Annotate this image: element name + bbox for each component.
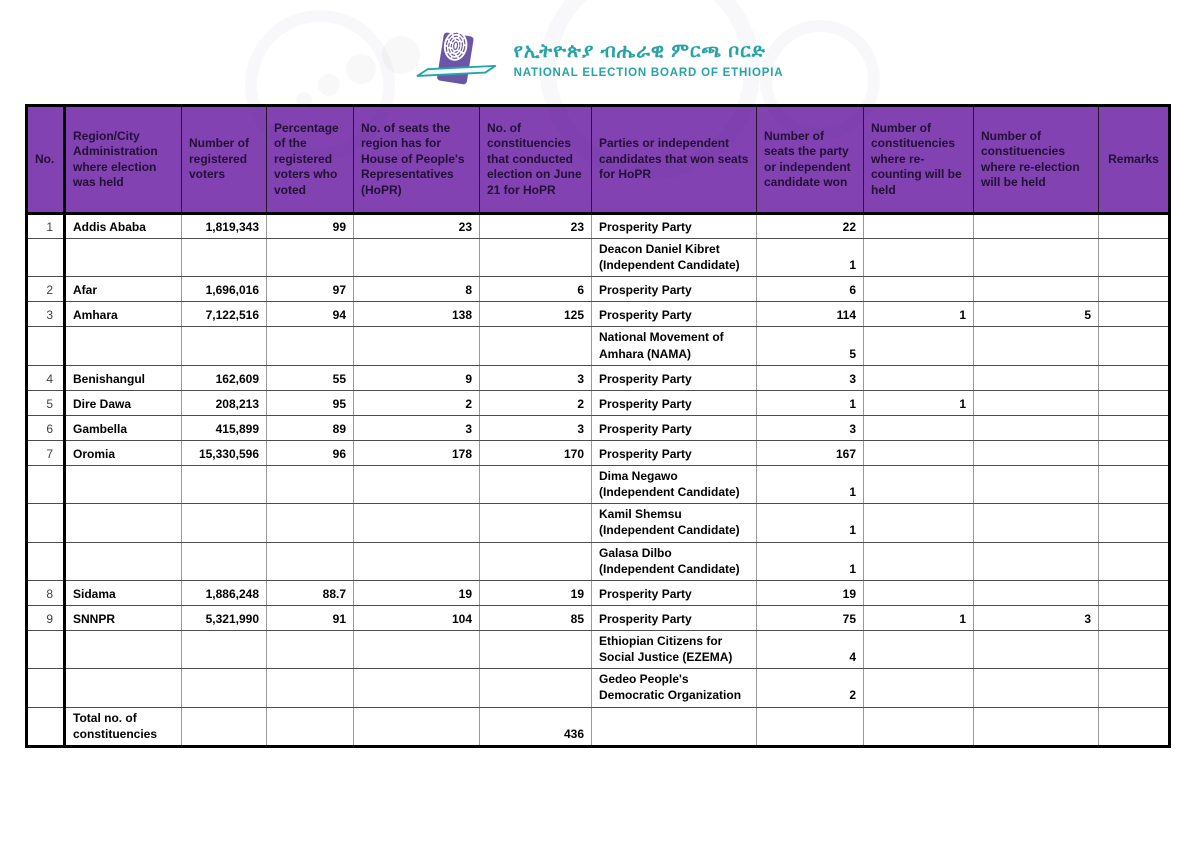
cell-turnout_pct: 97 — [267, 277, 354, 302]
cell-turnout_pct: 55 — [267, 365, 354, 390]
table-row — [27, 630, 1170, 668]
cell-no: 2 — [27, 277, 65, 302]
cell-seats_hopr: 104 — [354, 605, 480, 630]
cell-registered_voters: 15,330,596 — [182, 440, 267, 465]
cell-no: 3 — [27, 302, 65, 327]
cell-region — [65, 630, 182, 668]
cell-recount: 1 — [864, 605, 974, 630]
cell-registered_voters: 415,899 — [182, 415, 267, 440]
cell-party: Prosperity Party — [592, 214, 757, 239]
cell-party: Prosperity Party — [592, 605, 757, 630]
cell-constituencies_june21 — [480, 504, 592, 542]
cell-reelection — [974, 465, 1099, 503]
table-row — [27, 542, 1170, 580]
cell-constituencies_june21: 436 — [480, 707, 592, 746]
column-header-region: Region/City Administration where election was held — [65, 106, 182, 214]
cell-region: Benishangul — [65, 365, 182, 390]
cell-seats_hopr — [354, 239, 480, 277]
table-row — [27, 440, 1170, 465]
cell-party: Prosperity Party — [592, 440, 757, 465]
table-row — [27, 504, 1170, 542]
cell-no — [27, 327, 65, 365]
cell-recount — [864, 415, 974, 440]
cell-region: Sidama — [65, 580, 182, 605]
cell-seats_hopr — [354, 465, 480, 503]
brand-header — [0, 0, 1197, 96]
cell-recount — [864, 504, 974, 542]
cell-seats_won: 4 — [757, 630, 864, 668]
cell-constituencies_june21: 23 — [480, 214, 592, 239]
cell-region — [65, 465, 182, 503]
cell-reelection — [974, 277, 1099, 302]
cell-seats_hopr: 8 — [354, 277, 480, 302]
cell-no — [27, 630, 65, 668]
cell-registered_voters: 1,696,016 — [182, 277, 267, 302]
cell-recount — [864, 669, 974, 707]
cell-seats_won — [757, 707, 864, 746]
cell-region: Total no. of constituencies — [65, 707, 182, 746]
cell-constituencies_june21 — [480, 669, 592, 707]
results-table — [25, 104, 1171, 748]
cell-remarks — [1099, 302, 1170, 327]
cell-seats_won: 1 — [757, 504, 864, 542]
nebe-logo-icon — [414, 24, 498, 96]
cell-party: Kamil Shemsu (Independent Candidate) — [592, 504, 757, 542]
cell-reelection — [974, 415, 1099, 440]
cell-party: Prosperity Party — [592, 302, 757, 327]
brand-title-amharic: የኢትዮጵያ ብሔራዊ ምርጫ ቦርድ — [513, 41, 766, 63]
cell-constituencies_june21: 3 — [480, 365, 592, 390]
cell-reelection — [974, 669, 1099, 707]
cell-party: Prosperity Party — [592, 390, 757, 415]
cell-party: National Movement of Amhara (NAMA) — [592, 327, 757, 365]
cell-turnout_pct — [267, 504, 354, 542]
cell-party: Gedeo People's Democratic Organization — [592, 669, 757, 707]
cell-constituencies_june21: 125 — [480, 302, 592, 327]
cell-turnout_pct — [267, 707, 354, 746]
cell-remarks — [1099, 415, 1170, 440]
cell-seats_hopr: 23 — [354, 214, 480, 239]
cell-remarks — [1099, 669, 1170, 707]
cell-reelection — [974, 440, 1099, 465]
cell-seats_hopr: 9 — [354, 365, 480, 390]
cell-registered_voters — [182, 504, 267, 542]
table-row — [27, 605, 1170, 630]
cell-seats_hopr: 19 — [354, 580, 480, 605]
cell-reelection — [974, 542, 1099, 580]
cell-seats_won: 1 — [757, 239, 864, 277]
cell-turnout_pct — [267, 239, 354, 277]
cell-constituencies_june21: 2 — [480, 390, 592, 415]
cell-registered_voters: 162,609 — [182, 365, 267, 390]
cell-no: 9 — [27, 605, 65, 630]
cell-reelection — [974, 580, 1099, 605]
cell-registered_voters — [182, 630, 267, 668]
cell-reelection — [974, 630, 1099, 668]
cell-remarks — [1099, 630, 1170, 668]
cell-remarks — [1099, 390, 1170, 415]
cell-reelection — [974, 214, 1099, 239]
cell-seats_won: 19 — [757, 580, 864, 605]
cell-constituencies_june21 — [480, 542, 592, 580]
cell-recount — [864, 365, 974, 390]
cell-constituencies_june21: 3 — [480, 415, 592, 440]
table-row — [27, 277, 1170, 302]
cell-reelection — [974, 239, 1099, 277]
cell-recount — [864, 542, 974, 580]
cell-turnout_pct — [267, 542, 354, 580]
cell-seats_hopr — [354, 504, 480, 542]
cell-reelection — [974, 504, 1099, 542]
table-body — [27, 214, 1170, 747]
cell-turnout_pct: 96 — [267, 440, 354, 465]
cell-no — [27, 239, 65, 277]
cell-no: 1 — [27, 214, 65, 239]
cell-turnout_pct: 95 — [267, 390, 354, 415]
column-header-constituencies_june21: No. of constituencies that conducted election on June 21 for HoPR — [480, 106, 592, 214]
cell-turnout_pct: 89 — [267, 415, 354, 440]
cell-reelection — [974, 327, 1099, 365]
cell-remarks — [1099, 605, 1170, 630]
cell-remarks — [1099, 504, 1170, 542]
cell-reelection — [974, 390, 1099, 415]
cell-party: Galasa Dilbo (Independent Candidate) — [592, 542, 757, 580]
cell-seats_hopr: 3 — [354, 415, 480, 440]
cell-seats_hopr: 138 — [354, 302, 480, 327]
cell-recount: 1 — [864, 390, 974, 415]
cell-recount — [864, 214, 974, 239]
cell-recount: 1 — [864, 302, 974, 327]
cell-region — [65, 542, 182, 580]
cell-region: Addis Ababa — [65, 214, 182, 239]
cell-party: Prosperity Party — [592, 415, 757, 440]
cell-registered_voters — [182, 239, 267, 277]
cell-seats_hopr — [354, 630, 480, 668]
cell-seats_won: 114 — [757, 302, 864, 327]
cell-no — [27, 465, 65, 503]
cell-reelection — [974, 365, 1099, 390]
cell-registered_voters — [182, 327, 267, 365]
cell-region — [65, 239, 182, 277]
cell-registered_voters — [182, 707, 267, 746]
cell-seats_won: 1 — [757, 390, 864, 415]
cell-no — [27, 707, 65, 746]
cell-region: Amhara — [65, 302, 182, 327]
cell-constituencies_june21: 170 — [480, 440, 592, 465]
brand-titles — [514, 41, 784, 79]
table-row — [27, 669, 1170, 707]
cell-seats_won: 5 — [757, 327, 864, 365]
cell-region — [65, 327, 182, 365]
cell-no — [27, 669, 65, 707]
table-header-row — [27, 106, 1170, 214]
column-header-recount: Number of constituencies where re-counting will be held — [864, 106, 974, 214]
cell-registered_voters: 1,819,343 — [182, 214, 267, 239]
column-header-party: Parties or independent candidates that won seats for HoPR — [592, 106, 757, 214]
table-row — [27, 327, 1170, 365]
brand-title-english: NATIONAL ELECTION BOARD OF ETHIOPIA — [513, 66, 784, 79]
cell-remarks — [1099, 440, 1170, 465]
cell-seats_won: 6 — [757, 277, 864, 302]
cell-turnout_pct — [267, 669, 354, 707]
cell-remarks — [1099, 277, 1170, 302]
cell-constituencies_june21: 85 — [480, 605, 592, 630]
column-header-remarks: Remarks — [1099, 106, 1170, 214]
cell-registered_voters: 1,886,248 — [182, 580, 267, 605]
cell-region: Dire Dawa — [65, 390, 182, 415]
cell-constituencies_june21 — [480, 465, 592, 503]
cell-constituencies_june21 — [480, 327, 592, 365]
cell-registered_voters: 5,321,990 — [182, 605, 267, 630]
cell-recount — [864, 580, 974, 605]
cell-registered_voters: 7,122,516 — [182, 302, 267, 327]
column-header-seats_won: Number of seats the party or independent candidate won — [757, 106, 864, 214]
cell-seats_won: 1 — [757, 542, 864, 580]
column-header-registered_voters: Number of registered voters — [182, 106, 267, 214]
cell-constituencies_june21 — [480, 630, 592, 668]
cell-no: 8 — [27, 580, 65, 605]
cell-recount — [864, 707, 974, 746]
cell-region: SNNPR — [65, 605, 182, 630]
column-header-turnout_pct: Percentage of the registered voters who voted — [267, 106, 354, 214]
cell-seats_won: 2 — [757, 669, 864, 707]
cell-recount — [864, 239, 974, 277]
cell-remarks — [1099, 465, 1170, 503]
cell-remarks — [1099, 239, 1170, 277]
cell-seats_hopr: 2 — [354, 390, 480, 415]
cell-no: 4 — [27, 365, 65, 390]
cell-seats_won: 22 — [757, 214, 864, 239]
cell-turnout_pct — [267, 465, 354, 503]
cell-registered_voters — [182, 465, 267, 503]
table-row — [27, 390, 1170, 415]
cell-region: Gambella — [65, 415, 182, 440]
cell-party: Ethiopian Citizens for Social Justice (EZEMA) — [592, 630, 757, 668]
cell-seats_won: 167 — [757, 440, 864, 465]
cell-seats_won: 75 — [757, 605, 864, 630]
table-row — [27, 465, 1170, 503]
cell-party: Dima Negawo (Independent Candidate) — [592, 465, 757, 503]
cell-no — [27, 504, 65, 542]
cell-no — [27, 542, 65, 580]
cell-party: Deacon Daniel Kibret (Independent Candidate) — [592, 239, 757, 277]
cell-seats_hopr — [354, 542, 480, 580]
cell-constituencies_june21 — [480, 239, 592, 277]
cell-no: 5 — [27, 390, 65, 415]
cell-no: 6 — [27, 415, 65, 440]
cell-region: Afar — [65, 277, 182, 302]
table-row — [27, 707, 1170, 746]
cell-constituencies_june21: 19 — [480, 580, 592, 605]
cell-reelection — [974, 707, 1099, 746]
cell-reelection: 3 — [974, 605, 1099, 630]
cell-party — [592, 707, 757, 746]
table-row — [27, 580, 1170, 605]
cell-registered_voters: 208,213 — [182, 390, 267, 415]
cell-seats_hopr: 178 — [354, 440, 480, 465]
cell-region: Oromia — [65, 440, 182, 465]
cell-party: Prosperity Party — [592, 365, 757, 390]
column-header-no: No. — [27, 106, 65, 214]
cell-turnout_pct: 91 — [267, 605, 354, 630]
cell-remarks — [1099, 365, 1170, 390]
cell-turnout_pct: 94 — [267, 302, 354, 327]
cell-reelection: 5 — [974, 302, 1099, 327]
cell-no: 7 — [27, 440, 65, 465]
cell-remarks — [1099, 214, 1170, 239]
column-header-reelection: Number of constituencies where re-election will be held — [974, 106, 1099, 214]
cell-seats_hopr — [354, 669, 480, 707]
table-row — [27, 214, 1170, 239]
cell-remarks — [1099, 542, 1170, 580]
cell-seats_won: 3 — [757, 365, 864, 390]
cell-region — [65, 669, 182, 707]
cell-turnout_pct — [267, 327, 354, 365]
cell-recount — [864, 327, 974, 365]
table-row — [27, 302, 1170, 327]
cell-remarks — [1099, 327, 1170, 365]
column-header-seats_hopr: No. of seats the region has for House of People's Representatives (HoPR) — [354, 106, 480, 214]
cell-turnout_pct: 88.7 — [267, 580, 354, 605]
cell-party: Prosperity Party — [592, 277, 757, 302]
cell-remarks — [1099, 707, 1170, 746]
cell-recount — [864, 277, 974, 302]
cell-recount — [864, 440, 974, 465]
cell-turnout_pct — [267, 630, 354, 668]
cell-seats_hopr — [354, 327, 480, 365]
cell-seats_won: 1 — [757, 465, 864, 503]
cell-seats_won: 3 — [757, 415, 864, 440]
cell-seats_hopr — [354, 707, 480, 746]
cell-constituencies_june21: 6 — [480, 277, 592, 302]
table-row — [27, 365, 1170, 390]
cell-region — [65, 504, 182, 542]
cell-registered_voters — [182, 542, 267, 580]
cell-recount — [864, 465, 974, 503]
table-row — [27, 415, 1170, 440]
cell-recount — [864, 630, 974, 668]
cell-registered_voters — [182, 669, 267, 707]
table-row — [27, 239, 1170, 277]
cell-turnout_pct: 99 — [267, 214, 354, 239]
cell-remarks — [1099, 580, 1170, 605]
cell-party: Prosperity Party — [592, 580, 757, 605]
